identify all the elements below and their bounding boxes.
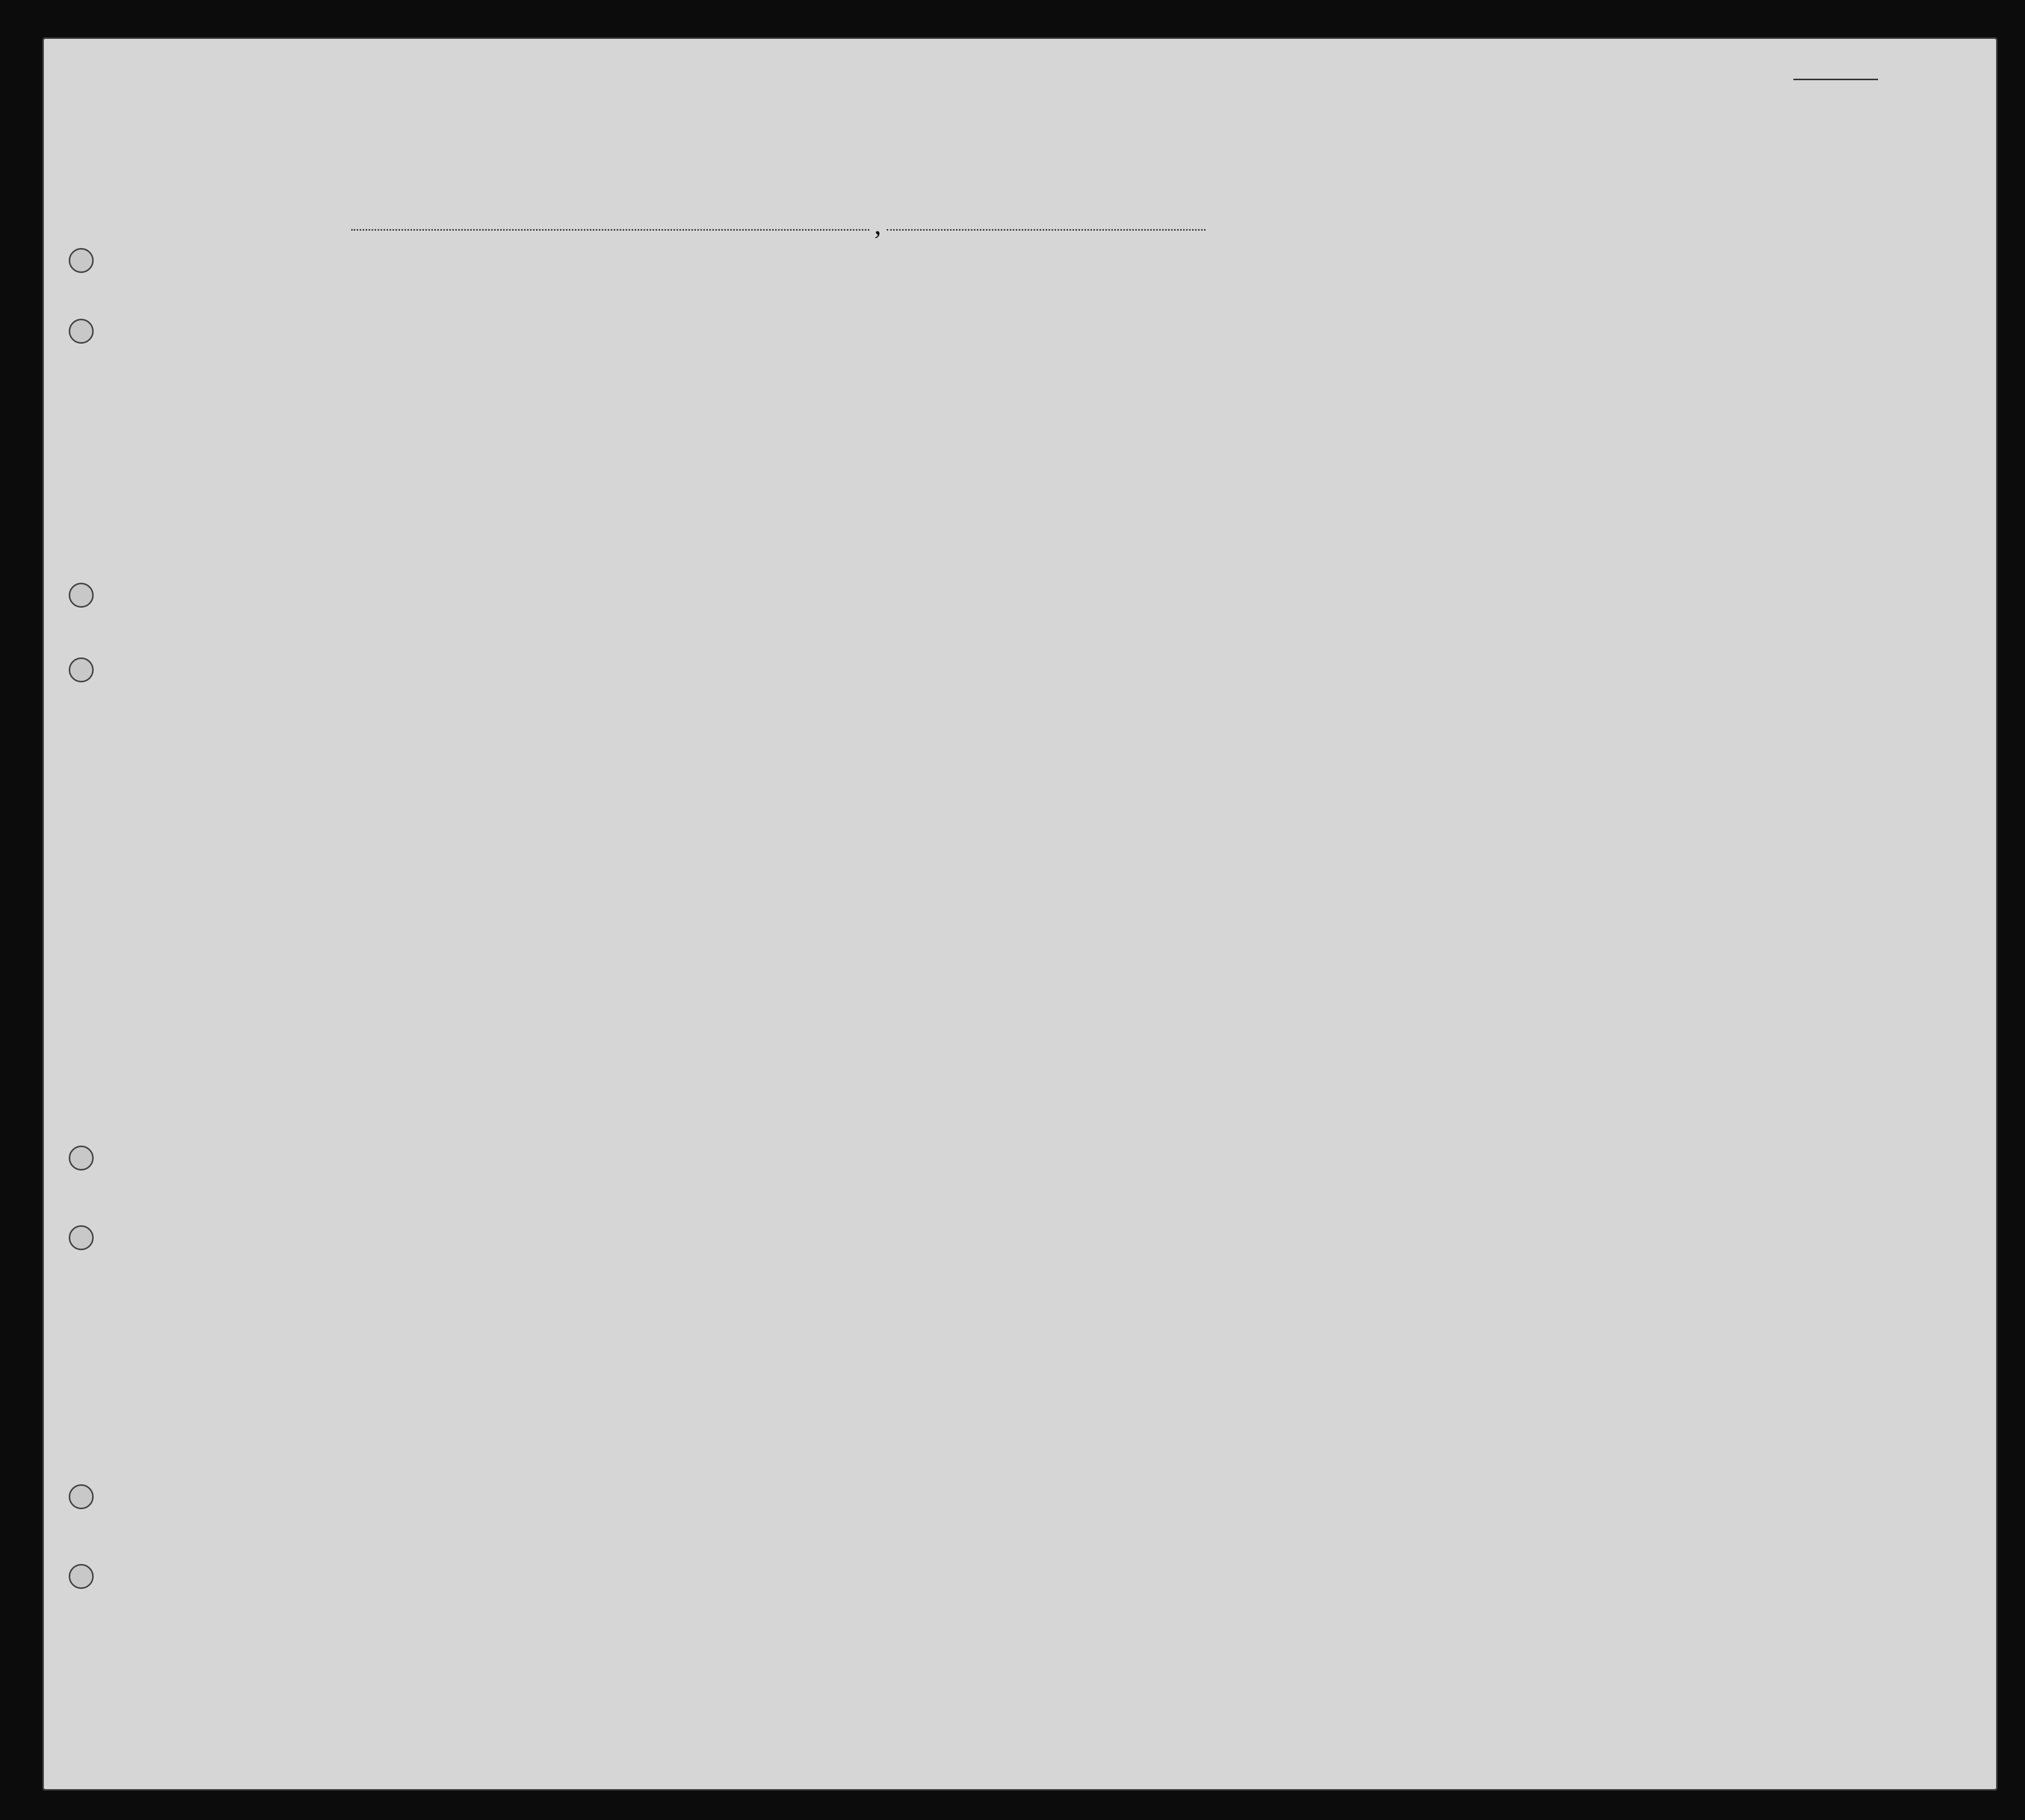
comma: ,: [874, 210, 881, 241]
